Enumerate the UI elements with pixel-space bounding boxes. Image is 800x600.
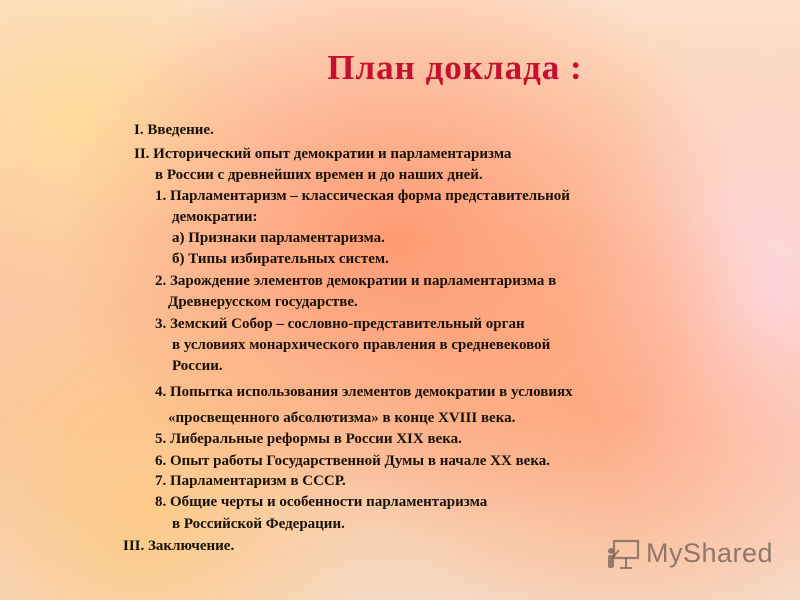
outline-item: России. (172, 358, 223, 374)
outline-item: 4. Попытка использования элементов демократии в условиях (155, 384, 573, 400)
outline-item: Древнерусском государстве. (168, 294, 358, 310)
watermark-logo (606, 536, 774, 572)
outline-item: демократии: (172, 209, 258, 225)
outline-item: 1. Парламентаризм – классическая форма представительной (155, 188, 570, 204)
outline-item: 5. Либеральные реформы в России XIX века. (155, 431, 462, 447)
outline-item: в условиях монархического правления в средневековой (172, 337, 551, 353)
outline-item: 3. Земский Собор – сословно-представительный орган (155, 316, 525, 332)
outline-item: в России с древнейших времен и до наших дней. (155, 167, 483, 183)
outline-item: «просвещенного абсолютизма» в конце XVIII века. (168, 410, 516, 426)
outline-item: 6. Опыт работы Государственной Думы в начале XX века. (155, 453, 550, 469)
outline-item: III. Заключение. (123, 538, 235, 554)
watermark-text: MyShared (646, 538, 774, 568)
outline-item: II. Исторический опыт демократии и парламентаризма (134, 146, 512, 162)
outline-item: 7. Парламентаризм в СССР. (155, 473, 346, 489)
outline-item: I. Введение. (134, 122, 214, 138)
slide-title: План доклада : (327, 48, 583, 87)
outline-item: 2. Зарождение элементов демократии и парламентаризма в (155, 273, 557, 289)
outline-item: б) Типы избирательных систем. (172, 251, 389, 267)
chalkboard-presenter-icon (606, 538, 640, 570)
outline-item: в Российской Федерации. (172, 516, 345, 532)
outline-item: а) Признаки парламентаризма. (172, 230, 385, 246)
outline-item: 8. Общие черты и особенности парламентаризма (155, 494, 488, 510)
